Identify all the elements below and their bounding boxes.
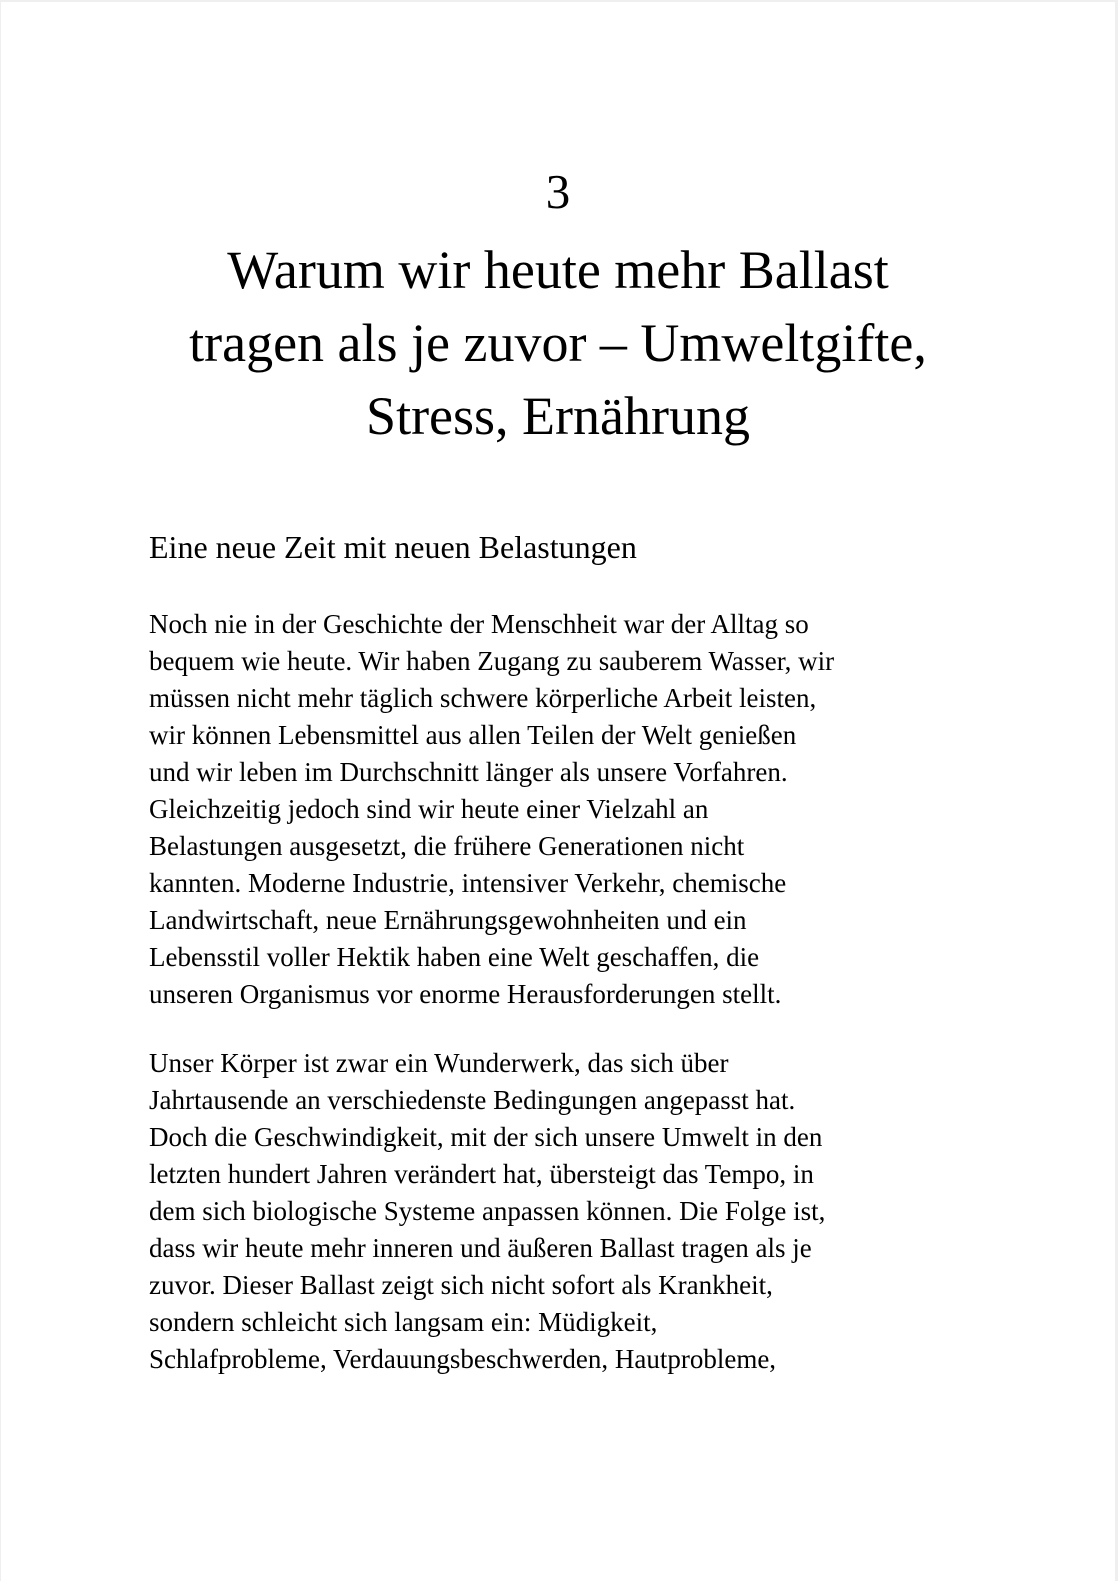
chapter-number: 3 xyxy=(545,164,571,219)
text-line: Landwirtschaft, neue Ernährungsgewohnheiten und ein xyxy=(149,905,747,935)
body-paragraph xyxy=(149,606,969,1013)
text-line: und wir leben im Durchschnitt länger als unsere Vorfahren. xyxy=(149,757,788,787)
text-line: Doch die Geschwindigkeit, mit der sich unsere Umwelt in den xyxy=(149,1122,823,1152)
text-line: zuvor. Dieser Ballast zeigt sich nicht sofort als Krankheit, xyxy=(149,1270,773,1300)
chapter-title-line: tragen als je zuvor – Umweltgifte, xyxy=(189,313,927,373)
text-line: Schlafprobleme, Verdauungsbeschwerden, Hautprobleme, xyxy=(149,1344,777,1374)
text-line: Noch nie in der Geschichte der Menschheit war der Alltag so xyxy=(149,609,809,639)
text-line: Gleichzeitig jedoch sind wir heute einer Vielzahl an xyxy=(149,794,709,824)
text-line: dass wir heute mehr inneren und äußeren Ballast tragen als je xyxy=(149,1233,812,1263)
section-heading: Eine neue Zeit mit neuen Belastungen xyxy=(149,529,637,565)
chapter-title xyxy=(1,234,1115,453)
text-line: letzten hundert Jahren verändert hat, übersteigt das Tempo, in xyxy=(149,1159,814,1189)
text-line: unseren Organismus vor enorme Herausforderungen stellt. xyxy=(149,979,782,1009)
text-line: müssen nicht mehr täglich schwere körperliche Arbeit leisten, xyxy=(149,683,817,713)
text-line: kannten. Moderne Industrie, intensiver Verkehr, chemische xyxy=(149,868,787,898)
text-line: Lebensstil voller Hektik haben eine Welt geschaffen, die xyxy=(149,942,760,972)
chapter-title-line: Stress, Ernährung xyxy=(366,386,750,446)
text-line: Jahrtausende an verschiedenste Bedingungen angepasst hat. xyxy=(149,1085,796,1115)
text-line: bequem wie heute. Wir haben Zugang zu sauberem Wasser, wir xyxy=(149,646,835,676)
text-line: wir können Lebensmittel aus allen Teilen der Welt genießen xyxy=(149,720,797,750)
text-line: Belastungen ausgesetzt, die frühere Generationen nicht xyxy=(149,831,745,861)
text-line: sondern schleicht sich langsam ein: Müdigkeit, xyxy=(149,1307,658,1337)
chapter-title-line: Warum wir heute mehr Ballast xyxy=(227,240,889,300)
document-page xyxy=(1,2,1115,1581)
body-paragraph xyxy=(149,1045,969,1378)
text-line: Unser Körper ist zwar ein Wunderwerk, das sich über xyxy=(149,1048,729,1078)
text-line: dem sich biologische Systeme anpassen können. Die Folge ist, xyxy=(149,1196,826,1226)
